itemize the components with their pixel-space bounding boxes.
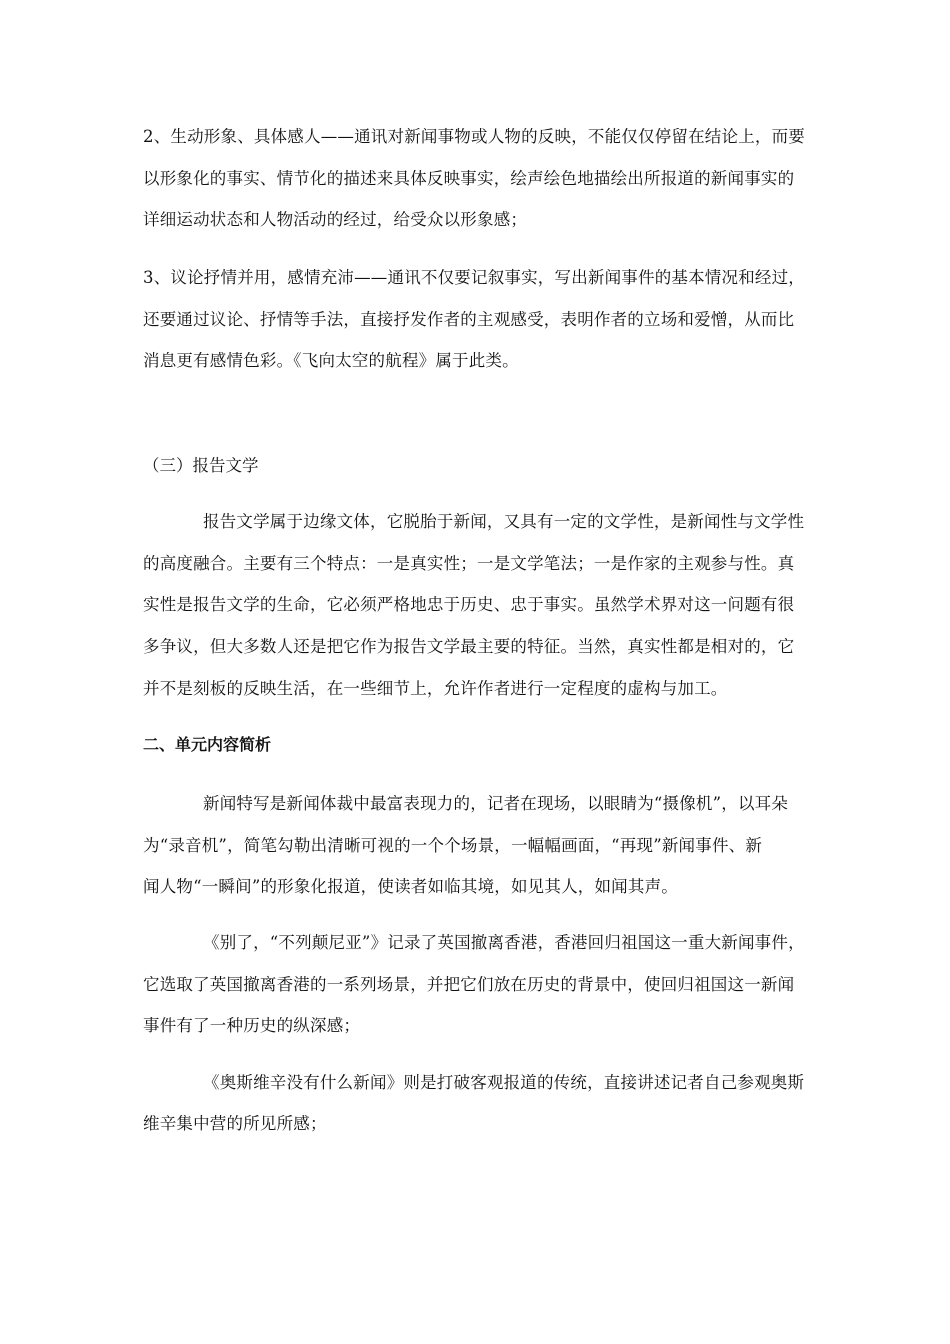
text-line: 消息更有感情色彩。《飞向太空的航程》属于此类。 xyxy=(143,351,519,370)
text-line: 事件有了一种历史的纵深感； xyxy=(143,1016,361,1035)
text-line: 实性是报告文学的生命，它必须严格地忠于历史、忠于事实。虽然学术界对这一问题有很 xyxy=(143,595,795,614)
text-line: 它选取了英国撤离香港的一系列场景，并把它们放在历史的背景中，使回归祖国这一新闻 xyxy=(143,975,795,994)
part-heading-unit-analysis: 二、单元内容简析 xyxy=(143,735,272,754)
text-line: 2、生动形象、具体感人——通讯对新闻事物或人物的反映，不能仅仅停留在结论上，而要 xyxy=(143,127,805,146)
text-line: 新闻特写是新闻体裁中最富表现力的，记者在现场，以眼睛为“摄像机”，以耳朵 xyxy=(203,794,789,813)
text-line: 3、议论抒情并用，感情充沛——通讯不仅要记叙事实，写出新闻事件的基本情况和经过， xyxy=(143,268,805,287)
text-line: 报告文学属于边缘文体，它脱胎于新闻，又具有一定的文学性，是新闻性与文学性 xyxy=(203,512,805,531)
text-line: 为“录音机”，简笔勾勒出清晰可视的一个个场景，一幅幅画面，“再现”新闻事件、新 xyxy=(143,836,763,855)
text-line: 以形象化的事实、情节化的描述来具体反映事实，绘声绘色地描绘出所报道的新闻事实的 xyxy=(143,169,795,188)
text-line: 《别了，“不列颠尼亚”》记录了英国撤离香港，香港回归祖国这一重大新闻事件， xyxy=(203,933,805,952)
text-line: 闻人物“一瞬间”的形象化报道，使读者如临其境，如见其人，如闻其声。 xyxy=(143,877,678,896)
text-line: 多争议，但大多数人还是把它作为报告文学最主要的特征。当然，真实性都是相对的，它 xyxy=(143,637,795,656)
section-heading-reportage: （三）报告文学 xyxy=(143,456,259,475)
text-line: 维辛集中营的所见所感； xyxy=(143,1114,327,1133)
text-line: 详细运动状态和人物活动的经过，给受众以形象感； xyxy=(143,210,528,229)
text-line: 还要通过议论、抒情等手法，直接抒发作者的主观感受，表明作者的立场和爱憎，从而比 xyxy=(143,310,795,329)
text-line: 的高度融合。主要有三个特点：一是真实性；一是文学笔法；一是作家的主观参与性。真 xyxy=(143,554,795,573)
text-line: 《奥斯维辛没有什么新闻》则是打破客观报道的传统，直接讲述记者自己参观奥斯 xyxy=(203,1073,805,1092)
text-line: 并不是刻板的反映生活，在一些细节上，允许作者进行一定程度的虚构与加工。 xyxy=(143,679,728,698)
